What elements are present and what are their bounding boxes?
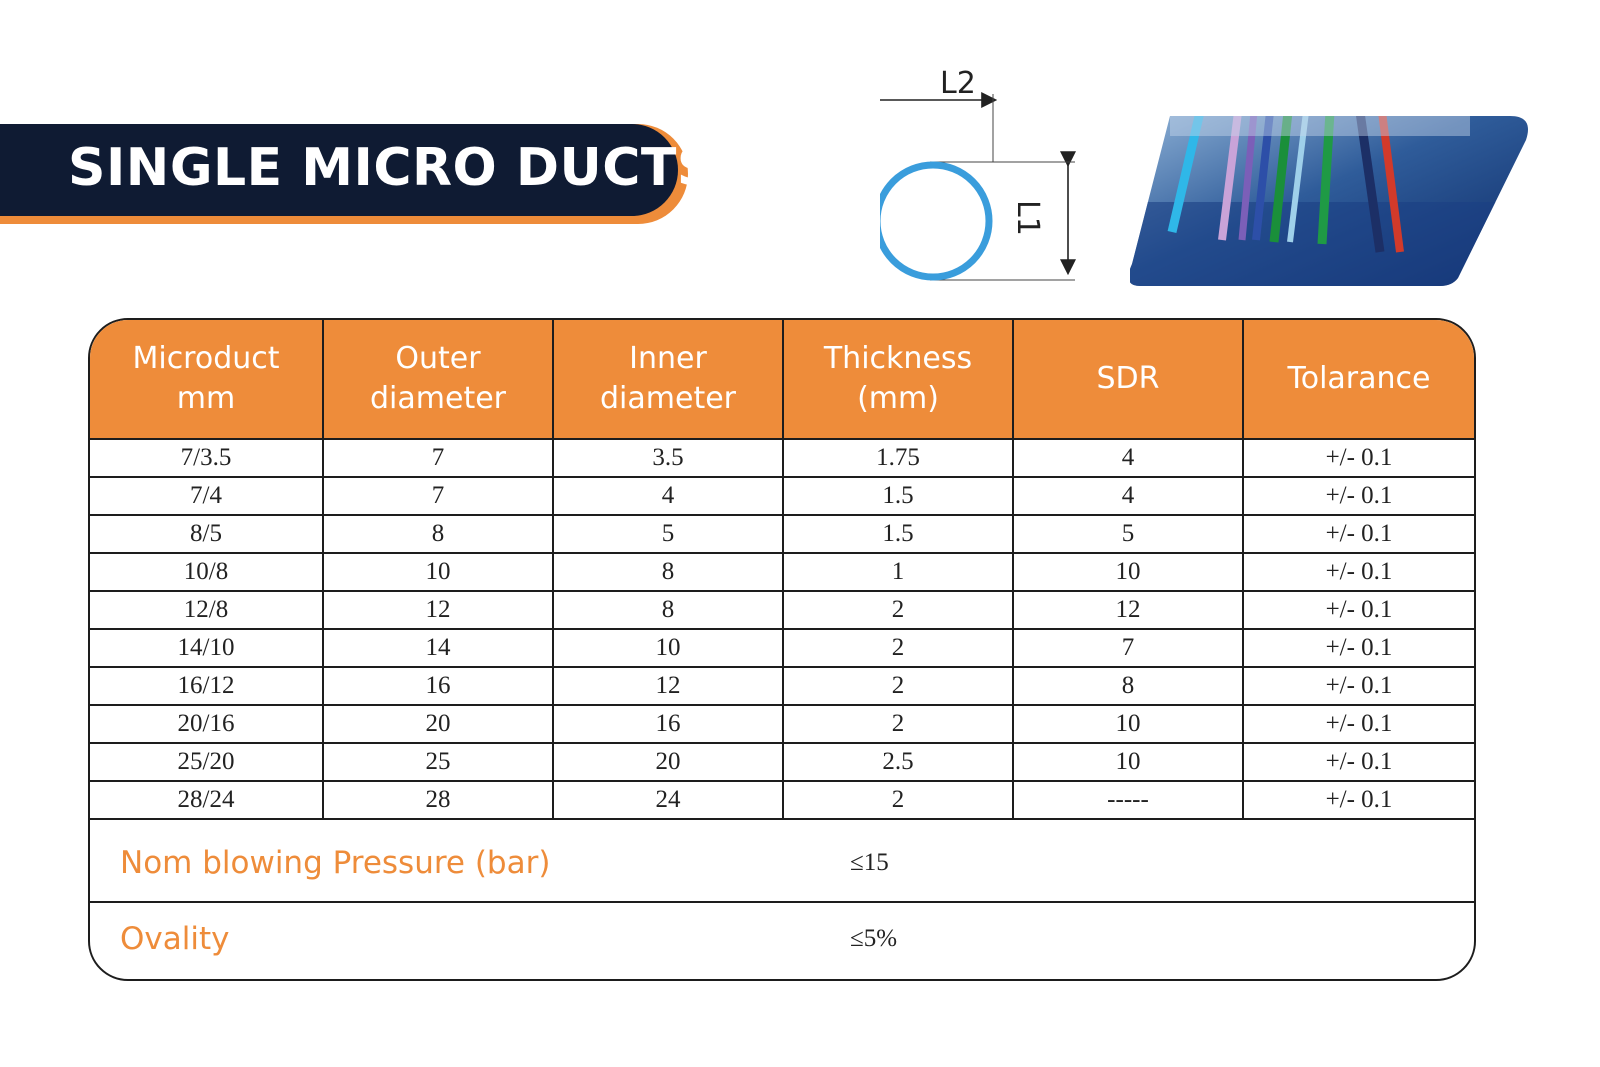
table-row xyxy=(90,515,1474,553)
pressure-row xyxy=(90,827,1474,903)
cell-outer-diameter: 7 xyxy=(323,439,553,477)
cell-inner-diameter: 5 xyxy=(553,515,783,553)
colored-tubes-image xyxy=(1130,112,1530,290)
cell-outer-diameter: 14 xyxy=(323,629,553,667)
table-row xyxy=(90,781,1474,819)
cell-microduct: 12/8 xyxy=(90,591,323,629)
table-row xyxy=(90,477,1474,515)
cell-tolerance: +/- 0.1 xyxy=(1243,553,1474,591)
table-row xyxy=(90,591,1474,629)
header-sdr: SDR xyxy=(1013,320,1243,439)
cell-tolerance: +/- 0.1 xyxy=(1243,439,1474,477)
header-inner-diameter: Inner diameter xyxy=(553,320,783,439)
cell-outer-diameter: 10 xyxy=(323,553,553,591)
header-thickness: Thickness (mm) xyxy=(783,320,1013,439)
cell-sdr: 10 xyxy=(1013,553,1243,591)
cell-sdr: 10 xyxy=(1013,705,1243,743)
cell-tolerance: +/- 0.1 xyxy=(1243,667,1474,705)
cell-thickness: 2.5 xyxy=(783,743,1013,781)
duct-cross-section-icon xyxy=(880,60,1120,300)
cell-microduct: 14/10 xyxy=(90,629,323,667)
cell-outer-diameter: 16 xyxy=(323,667,553,705)
cell-tolerance: +/- 0.1 xyxy=(1243,629,1474,667)
cell-thickness: 1.5 xyxy=(783,515,1013,553)
cell-outer-diameter: 25 xyxy=(323,743,553,781)
pressure-value: ≤15 xyxy=(850,849,889,876)
cell-inner-diameter: 16 xyxy=(553,705,783,743)
cell-microduct: 25/20 xyxy=(90,743,323,781)
cell-sdr: 4 xyxy=(1013,439,1243,477)
cell-thickness: 2 xyxy=(783,667,1013,705)
cell-sdr: 4 xyxy=(1013,477,1243,515)
table-row xyxy=(90,667,1474,705)
cell-thickness: 1.75 xyxy=(783,439,1013,477)
cell-inner-diameter: 8 xyxy=(553,553,783,591)
ovality-label: Ovality xyxy=(120,921,230,957)
spec-table xyxy=(90,320,1474,820)
cell-sdr: 8 xyxy=(1013,667,1243,705)
cell-sdr: ----- xyxy=(1013,781,1243,819)
cell-thickness: 1 xyxy=(783,553,1013,591)
dimension-label-l1: L1 xyxy=(1010,200,1045,236)
cell-microduct: 10/8 xyxy=(90,553,323,591)
cell-thickness: 2 xyxy=(783,705,1013,743)
cell-microduct: 7/4 xyxy=(90,477,323,515)
header-tolerance: Tolarance xyxy=(1243,320,1474,439)
cell-thickness: 2 xyxy=(783,591,1013,629)
cell-inner-diameter: 4 xyxy=(553,477,783,515)
cell-inner-diameter: 3.5 xyxy=(553,439,783,477)
ovality-row xyxy=(90,903,1474,979)
cell-inner-diameter: 24 xyxy=(553,781,783,819)
cell-tolerance: +/- 0.1 xyxy=(1243,515,1474,553)
dimension-label-l2: L2 xyxy=(940,66,976,101)
cell-thickness: 2 xyxy=(783,629,1013,667)
spec-table-container xyxy=(88,318,1476,981)
cell-tolerance: +/- 0.1 xyxy=(1243,743,1474,781)
table-row xyxy=(90,629,1474,667)
pressure-label: Nom blowing Pressure (bar) xyxy=(120,845,551,881)
cell-tolerance: +/- 0.1 xyxy=(1243,591,1474,629)
cell-outer-diameter: 8 xyxy=(323,515,553,553)
table-row xyxy=(90,553,1474,591)
table-row xyxy=(90,743,1474,781)
cell-outer-diameter: 20 xyxy=(323,705,553,743)
cell-sdr: 12 xyxy=(1013,591,1243,629)
table-row xyxy=(90,705,1474,743)
cell-tolerance: +/- 0.1 xyxy=(1243,781,1474,819)
cell-outer-diameter: 28 xyxy=(323,781,553,819)
cell-microduct: 8/5 xyxy=(90,515,323,553)
table-header-row xyxy=(90,320,1474,439)
cell-inner-diameter: 20 xyxy=(553,743,783,781)
cell-inner-diameter: 8 xyxy=(553,591,783,629)
cell-thickness: 2 xyxy=(783,781,1013,819)
duct-dimension-diagram xyxy=(880,60,1120,300)
cell-inner-diameter: 12 xyxy=(553,667,783,705)
cell-sdr: 5 xyxy=(1013,515,1243,553)
cell-sdr: 7 xyxy=(1013,629,1243,667)
cell-sdr: 10 xyxy=(1013,743,1243,781)
cell-outer-diameter: 7 xyxy=(323,477,553,515)
cell-microduct: 7/3.5 xyxy=(90,439,323,477)
cell-thickness: 1.5 xyxy=(783,477,1013,515)
cell-microduct: 16/12 xyxy=(90,667,323,705)
table-row xyxy=(90,439,1474,477)
cell-outer-diameter: 12 xyxy=(323,591,553,629)
ovality-value: ≤5% xyxy=(850,925,898,952)
page-title: SINGLE MICRO DUCTS xyxy=(68,138,715,198)
cell-inner-diameter: 10 xyxy=(553,629,783,667)
header-outer-diameter: Outer diameter xyxy=(323,320,553,439)
header-microduct: Microduct mm xyxy=(90,320,323,439)
title-banner xyxy=(0,124,715,224)
cell-microduct: 20/16 xyxy=(90,705,323,743)
cell-microduct: 28/24 xyxy=(90,781,323,819)
micro-ducts-photo xyxy=(1130,112,1530,290)
cell-tolerance: +/- 0.1 xyxy=(1243,477,1474,515)
cell-tolerance: +/- 0.1 xyxy=(1243,705,1474,743)
